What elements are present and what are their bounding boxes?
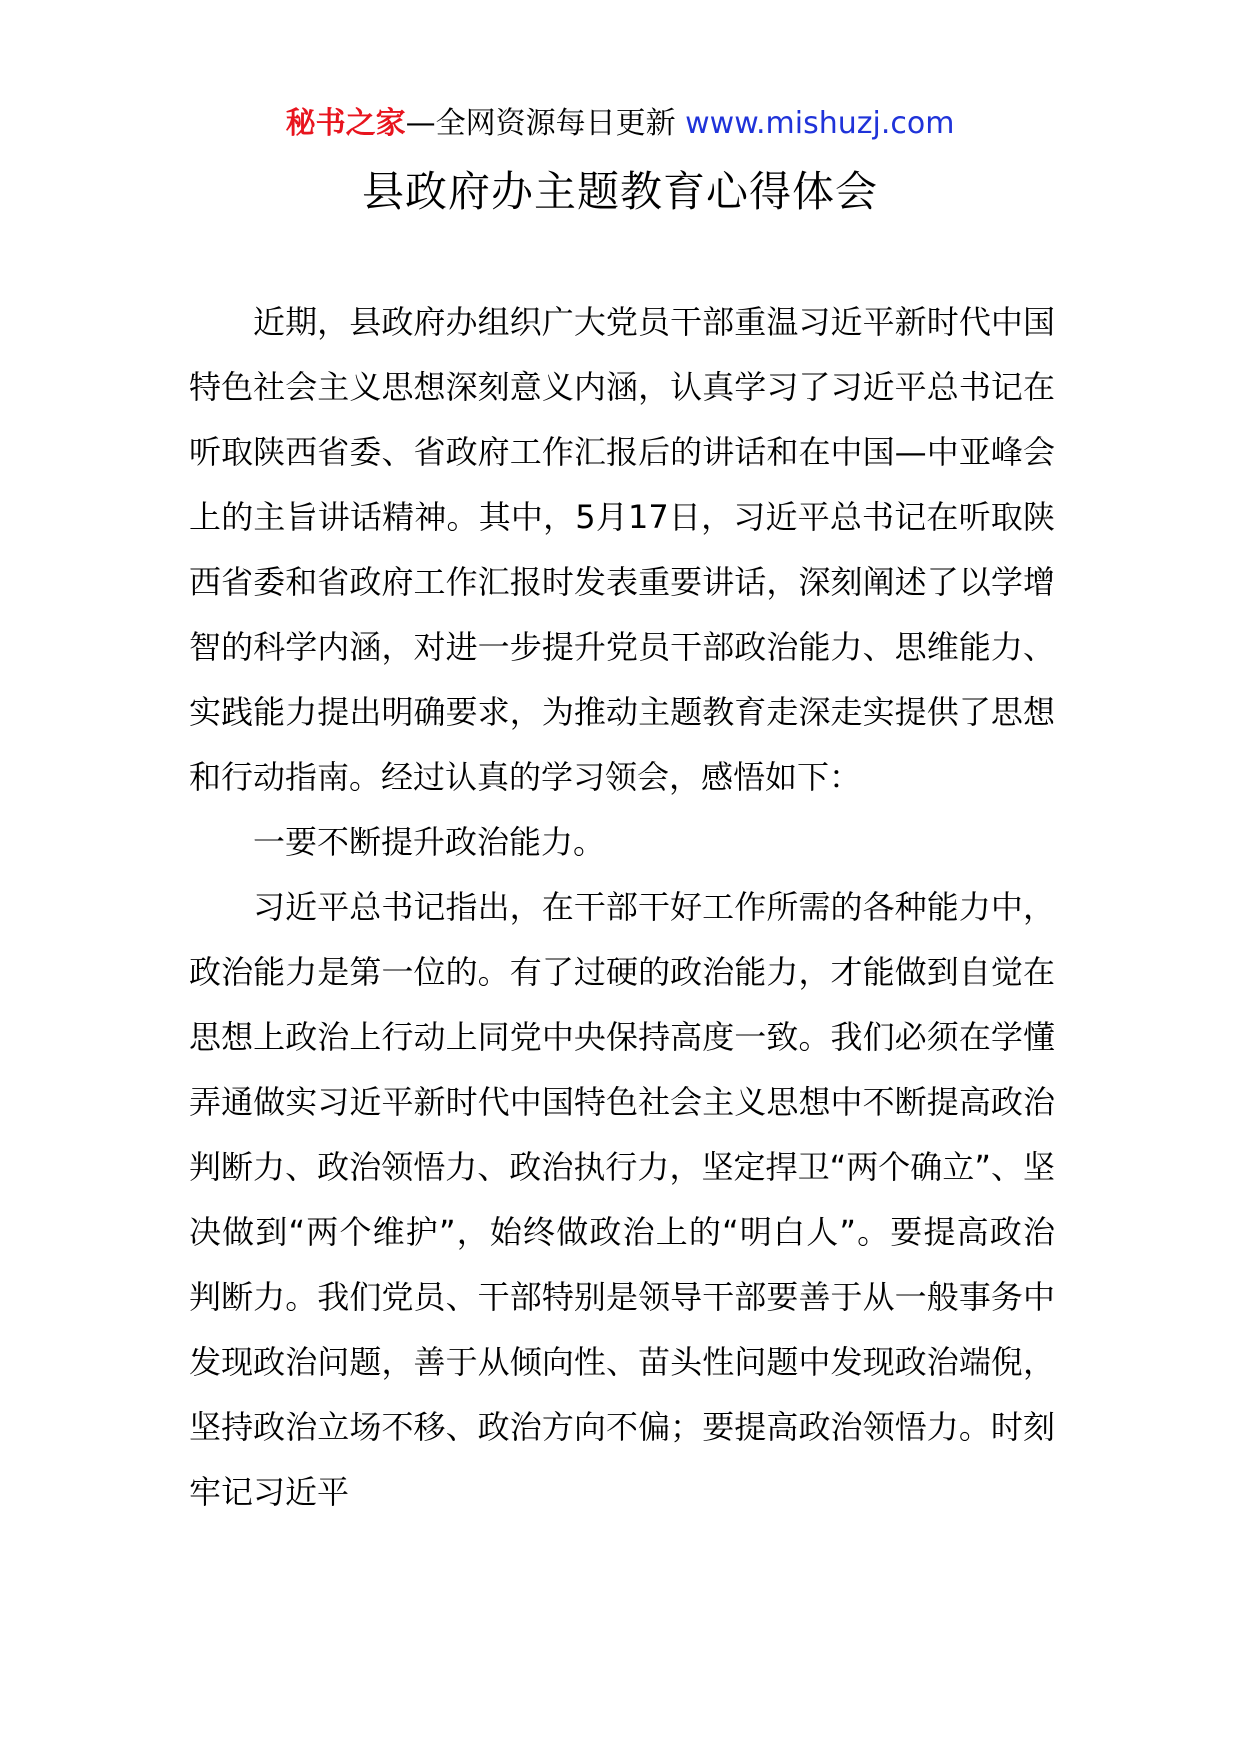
section-heading: 一要不断提升政治能力。: [253, 823, 606, 861]
document-body: [189, 290, 1055, 1525]
watermark-header: [0, 104, 1240, 144]
intro-paragraph: 近期，县政府办组织广大党员干部重温习近平新时代中国特色社会主义思想深刻意义内涵，认真学习了习近平总书记在听取陕西省委、省政府工作汇报后的讲话和在中国—中亚峰会上的主旨讲话精神。其中，5月17日，习近平总书记在听取陕西省委和省政府工作汇报时发表重要讲话，深刻阐述了以学增智的科学内涵，对进一步提升党员干部政治能力、思维能力、实践能力提出明确要求，为推动主题教育走深走实提供了思想和行动指南。经过认真的学习领会，感悟如下：: [189, 303, 1055, 796]
brand-name: 秘书之家: [285, 106, 406, 141]
site-link[interactable]: www.mishuzj.com: [685, 106, 955, 141]
header-tagline: —全网资源每日更新: [405, 106, 686, 141]
body-paragraph: 习近平总书记指出，在干部干好工作所需的各种能力中，政治能力是第一位的。有了过硬的政治能力，才能做到自觉在思想上政治上行动上同党中央保持高度一致。我们必须在学懂弄通做实习近平新时代中国特色社会主义思想中不断提高政治判断力、政治领悟力、政治执行力，坚定捍卫“两个确立”、坚决做到“两个维护”，始终做政治上的“明白人”。要提高政治判断力。我们党员、干部特别是领导干部要善于从一般事务中发现政治问题，善于从倾向性、苗头性问题中发现政治端倪，坚持政治立场不移、政治方向不偏；要提高政治领悟力。时刻牢记习近平: [189, 888, 1055, 1511]
document-title: 县政府办主题教育心得体会: [361, 167, 878, 216]
